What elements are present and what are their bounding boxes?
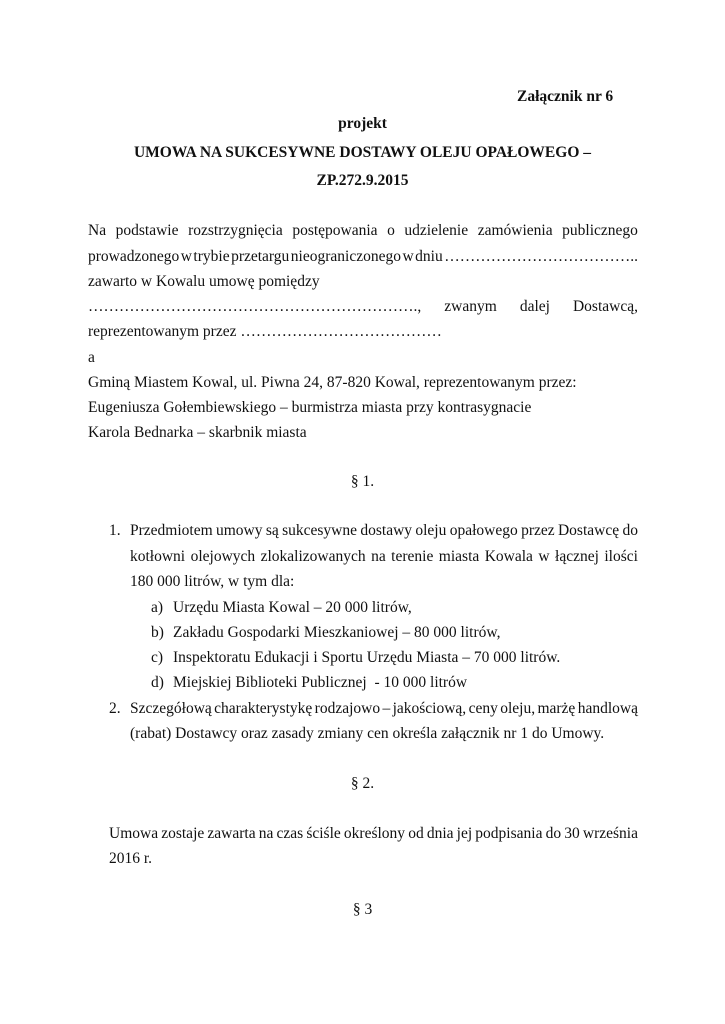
- word: umowy: [216, 522, 263, 539]
- word: Na: [88, 222, 107, 239]
- subitem-c-letter: c): [151, 649, 164, 666]
- word: 30: [564, 825, 580, 842]
- word: rozstrzygnięcia: [188, 222, 283, 239]
- word: prowadzonego: [88, 248, 180, 265]
- subitem-d-text: Miejskiej Biblioteki Publicznej - 10 000 litrów: [173, 674, 468, 691]
- word: kotłowni: [130, 548, 186, 565]
- item-1-line-3: 180 000 litrów, w tym dla:: [130, 573, 295, 590]
- word: ściśle: [306, 825, 341, 842]
- item-2-line-2: (rabat) Dostawcy oraz zasady zmiany cen określa załącznik nr 1 do Umowy.: [130, 725, 605, 742]
- word: charakterystykę: [214, 700, 313, 717]
- intro-line-9: Karola Bednarka – skarbnik miasta: [88, 424, 307, 441]
- word: są: [265, 522, 279, 539]
- word: udzielenie: [404, 222, 469, 239]
- word: przetargu: [231, 248, 290, 265]
- word: zawarta: [207, 825, 256, 842]
- word: zlokalizowanych: [260, 548, 366, 565]
- section-2-line-1: [109, 825, 638, 843]
- word: marżę: [537, 700, 576, 717]
- subitem-c-text: Inspektoratu Edukacji i Sportu Urzędu Miasta – 70 000 litrów.: [173, 649, 561, 666]
- subitem-d-letter: d): [151, 674, 164, 691]
- word: postępowania: [292, 222, 378, 239]
- word: rodzajowo: [314, 700, 381, 717]
- word: w: [538, 548, 550, 565]
- word: trybie: [193, 248, 230, 265]
- word: o: [387, 222, 395, 239]
- intro-line-7: Gminą Miastem Kowal, ul. Piwna 24, 87-820 Kowal, reprezentowanym przez:: [88, 374, 577, 391]
- section-1-heading: § 1.: [350, 473, 375, 490]
- item-1-number: 1.: [109, 522, 121, 539]
- subitem-b-letter: b): [151, 624, 164, 641]
- item-1-line-1: [130, 522, 638, 540]
- word: dniu: [415, 248, 443, 265]
- word: Dostawcę: [557, 522, 620, 539]
- word: sukcesywne: [282, 522, 358, 539]
- word: dalej: [519, 298, 550, 315]
- annex-label: Załącznik nr 6: [517, 88, 614, 105]
- word: oleju,: [500, 700, 536, 717]
- word: zostaje: [161, 825, 205, 842]
- intro-line-3: zawarto w Kowalu umowę pomiędzy: [88, 273, 320, 290]
- word: dostawy: [360, 522, 413, 539]
- word: ……………………………………………………….,: [88, 298, 422, 315]
- word: dnia: [426, 825, 454, 842]
- word: w: [180, 248, 192, 265]
- word: ilości: [604, 548, 638, 565]
- word: jej: [456, 825, 473, 842]
- word: Umowa: [109, 825, 159, 842]
- word: nieograniczonego: [290, 248, 401, 265]
- word: jakościową,: [392, 700, 467, 717]
- item-1-line-2: [130, 548, 638, 566]
- section-2-heading: § 2.: [350, 775, 375, 792]
- subitem-a-letter: a): [151, 599, 164, 616]
- word: Dostawcą,: [572, 298, 638, 315]
- word: zamówienia: [477, 222, 553, 239]
- section-2-line-2: 2016 r.: [109, 850, 153, 867]
- intro-line-2: [88, 248, 638, 266]
- word: Szczegółową: [130, 700, 212, 717]
- word: publicznego: [562, 222, 638, 239]
- word: ………………………………..: [444, 248, 638, 265]
- word: podpisania: [475, 825, 543, 842]
- subitem-b-text: Zakładu Gospodarki Mieszkaniowej – 80 000 litrów,: [173, 624, 501, 641]
- word: do: [545, 825, 562, 842]
- intro-line-1: [88, 222, 638, 240]
- intro-line-8: Eugeniusza Gołembiewskiego – burmistrza miasta przy kontrasygnacie: [88, 399, 532, 416]
- section-3-heading: § 3: [352, 901, 373, 918]
- item-2-number: 2.: [109, 700, 121, 717]
- intro-line-6: a: [88, 349, 95, 366]
- word: terenie: [391, 548, 434, 565]
- word: podstawie: [115, 222, 179, 239]
- word: określony: [343, 825, 406, 842]
- word: w: [402, 248, 414, 265]
- word: oleju: [415, 522, 447, 539]
- reference-number: ZP.272.9.2015: [316, 172, 409, 189]
- document-title: UMOWA NA SUKCESYWNE DOSTAWY OLEJU OPAŁOWEGO –: [133, 144, 592, 161]
- word: olejowych: [190, 548, 256, 565]
- word: na: [371, 548, 386, 565]
- word: ceny: [468, 700, 498, 717]
- word: Kowala: [484, 548, 533, 565]
- word: czas: [276, 825, 304, 842]
- word: –: [382, 700, 391, 717]
- word: handlową: [577, 700, 638, 717]
- word: września: [582, 825, 638, 842]
- word: Przedmiotem: [130, 522, 213, 539]
- item-2-line-1: [130, 700, 638, 718]
- subitem-a-text: Urzędu Miasta Kowal – 20 000 litrów,: [173, 599, 412, 616]
- word: na: [258, 825, 274, 842]
- word: przez: [521, 522, 555, 539]
- word: zwanym: [444, 298, 497, 315]
- draft-label: projekt: [338, 115, 387, 132]
- intro-line-4: [88, 298, 638, 316]
- word: łącznej: [555, 548, 599, 565]
- word: opałowego: [449, 522, 518, 539]
- word: miasta: [438, 548, 480, 565]
- intro-line-5: reprezentowanym przez …………………………………: [88, 323, 442, 340]
- word: od: [408, 825, 424, 842]
- word: do: [622, 522, 638, 539]
